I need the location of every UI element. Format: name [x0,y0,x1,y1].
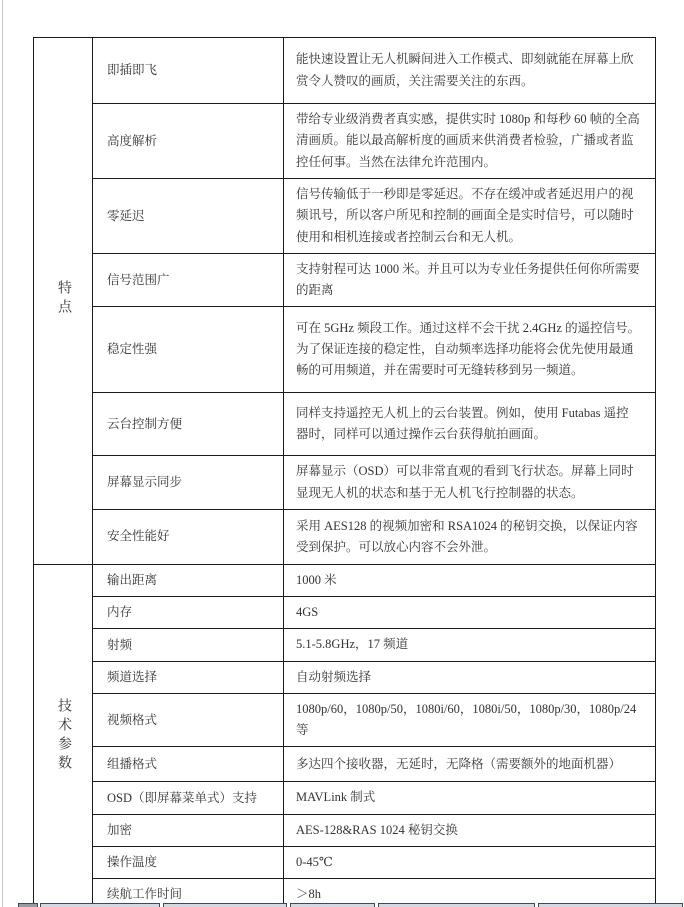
feature-label: 云台控制方便 [93,393,284,456]
param-label: 视频格式 [93,693,284,747]
table-row [34,782,656,814]
table-row [34,509,656,564]
param-label: 续航工作时间 [93,879,284,907]
feature-description: 采用 AES128 的视频加密和 RSA1024 的秘钥交换，以保证内容受到保护。可以放心内容不会外泄。 [284,509,656,564]
param-label: 加密 [93,814,284,846]
table-row [34,661,656,693]
feature-label: 安全性能好 [93,509,284,564]
feature-label: 即插即飞 [93,38,284,104]
param-label: OSD（即屏幕菜单式）支持 [93,782,284,814]
table-row [34,253,656,307]
table-row [34,307,656,393]
page-edge-line [2,0,3,907]
feature-label: 屏幕显示同步 [93,456,284,510]
param-label: 内存 [93,597,284,629]
table-row [34,747,656,782]
table-row [34,393,656,456]
section-title-text: 特点 [56,279,71,318]
param-value: 4GS [284,597,656,629]
table-row [34,104,656,179]
section-title-features [34,38,93,565]
feature-description: 同样支持遥控无人机上的云台装置。例如，使用 Futabas 遥控器时，同样可以通过操作云台获得航拍画面。 [284,393,656,456]
param-value: 多达四个接收器，无延时，无降格（需要额外的地面机器） [284,747,656,782]
param-value: 0-45℃ [284,846,656,878]
feature-description: 可在 5GHz 频段工作。通过这样不会干扰 2.4GHz 的遥控信号。为了保证连接的稳定性，自动频率选择功能将会优先使用最通畅的可用频道，并在需要时可无缝转移到另一频道。 [284,307,656,393]
next-table-edge [0,902,684,907]
table-row [34,846,656,878]
feature-label: 高度解析 [93,104,284,179]
param-label: 射频 [93,629,284,661]
param-label: 输出距离 [93,564,284,596]
param-value: 5.1-5.8GHz，17 频道 [284,629,656,661]
feature-label: 稳定性强 [93,307,284,393]
param-label: 操作温度 [93,846,284,878]
param-value: 1080p/60，1080p/50，1080i/60，1080i/50，1080p/30，1080p/24 等 [284,693,656,747]
table-edge-fragment [163,903,287,907]
feature-description: 能快速设置让无人机瞬间进入工作模式、即刻就能在屏幕上欣赏令人赞叹的画质，关注需要关注的东西。 [284,38,656,104]
table-edge-fragment [538,903,683,907]
section-title-tech-params [34,564,93,907]
param-value: 1000 米 [284,564,656,596]
feature-description: 屏幕显示（OSD）可以非常直观的看到飞行状态。屏幕上同时显现无人机的状态和基于无人机飞行控制器的状态。 [284,456,656,510]
section-title-text: 技术参数 [56,697,71,774]
param-label: 组播格式 [93,747,284,782]
table-row [34,814,656,846]
table-row [34,38,656,104]
table-row [34,693,656,747]
feature-label: 信号范围广 [93,253,284,307]
param-value: 自动射频选择 [284,661,656,693]
table-row [34,629,656,661]
feature-description: 信号传输低于一秒即是零延迟。不存在缓冲或者延迟用户的视频讯号，所以客户所见和控制的画面全是实时信号，可以随时使用和相机连接或者控制云台和无人机。 [284,179,656,254]
param-value: ＞8h [284,879,656,907]
feature-label: 零延迟 [93,179,284,254]
param-value: AES-128&RAS 1024 秘钥交换 [284,814,656,846]
feature-description: 带给专业级消费者真实感，提供实时 1080p 和每秒 60 帧的全高清画质。能以最高解析度的画质来供消费者检验，广播或者监控任何事。当然在法律允许范围内。 [284,104,656,179]
table-edge-fragment [290,903,375,907]
param-label: 频道选择 [93,661,284,693]
table-row [34,456,656,510]
table-row [34,179,656,254]
feature-description: 支持射程可达 1000 米。并且可以为专业任务提供任何你所需要的距离 [284,253,656,307]
table-edge-fragment [18,903,38,907]
table-row [34,564,656,596]
table-row [34,597,656,629]
product-spec-table [33,37,656,907]
table-edge-fragment [40,903,160,907]
param-value: MAVLink 制式 [284,782,656,814]
table-edge-fragment [378,903,535,907]
